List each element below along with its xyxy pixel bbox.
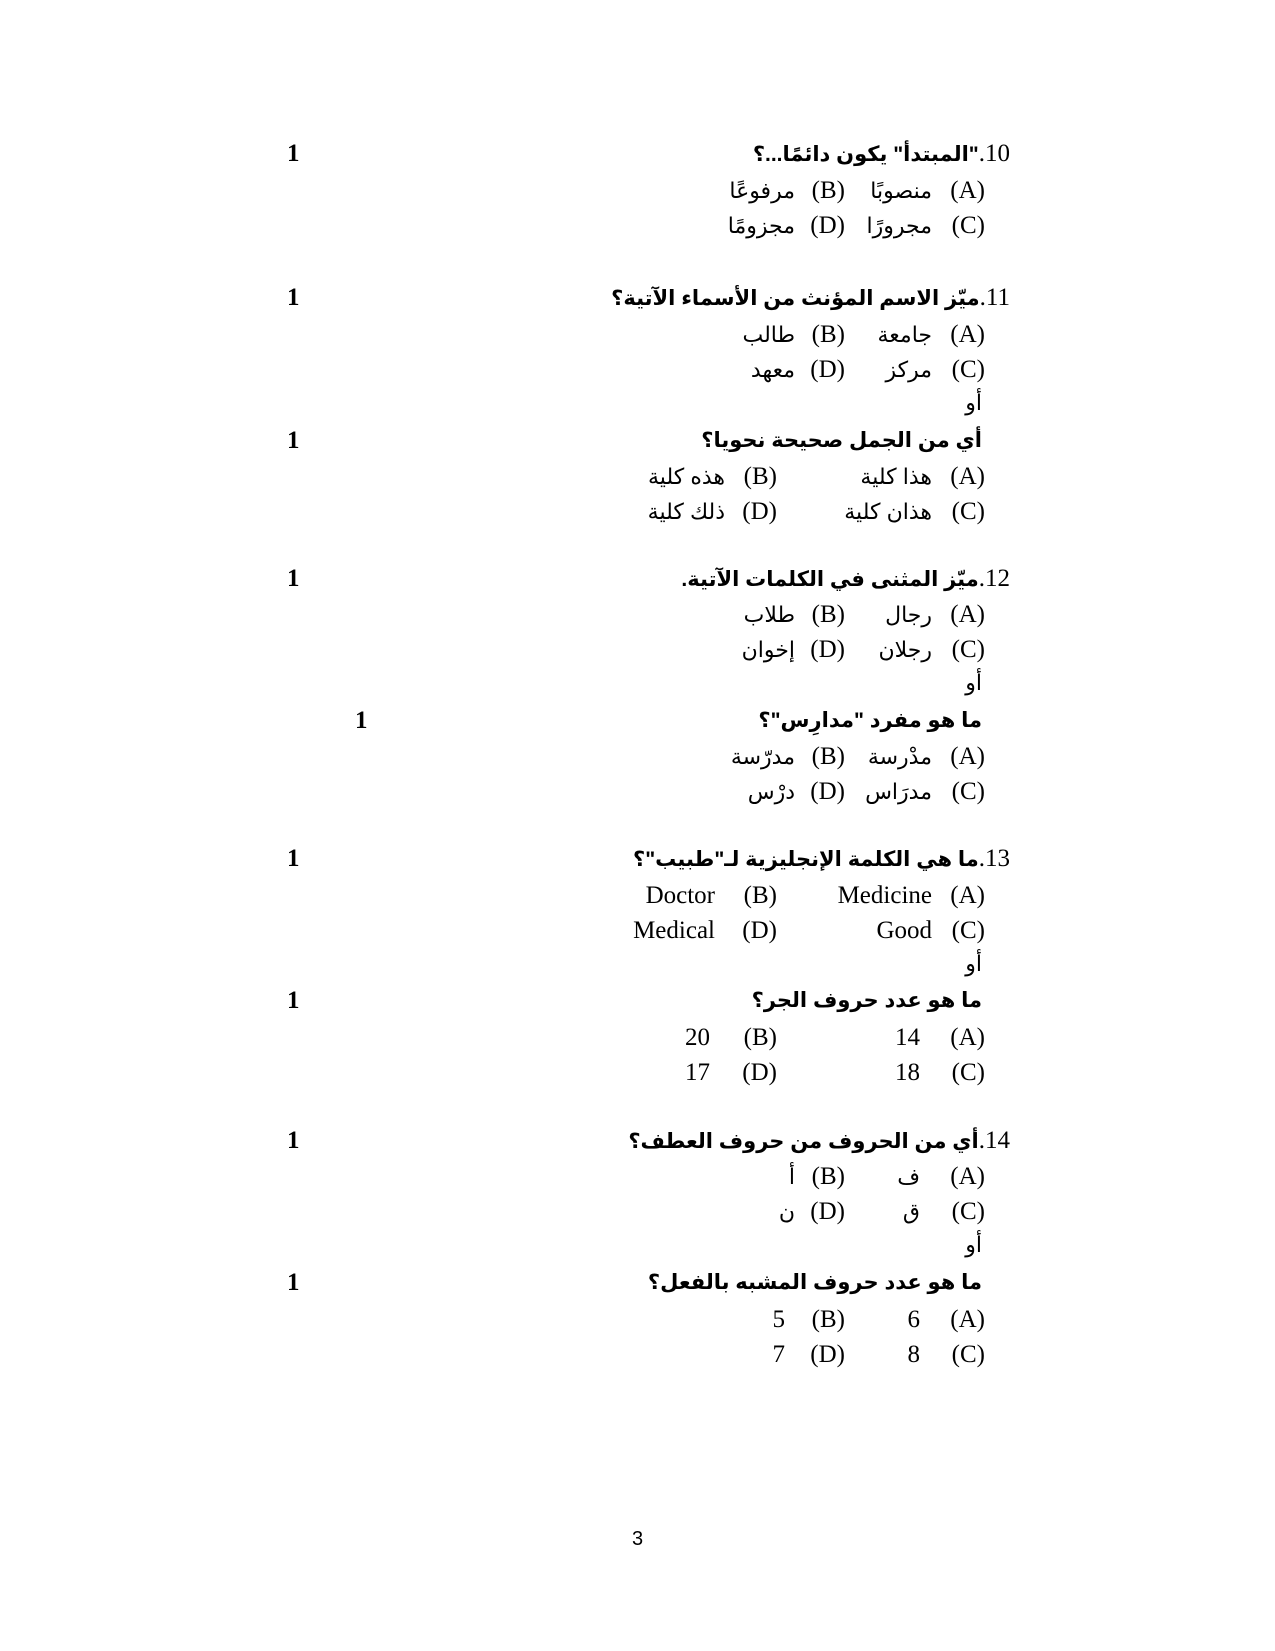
option-a-text: منصوبًا	[870, 178, 932, 203]
option-a-text: 14	[895, 1024, 920, 1051]
option-b: (B)	[811, 601, 845, 628]
option-a: (A)	[950, 321, 985, 348]
or-separator: أو	[965, 951, 982, 976]
question-12-alt: ما هو مفرد "مدارِس"؟	[758, 709, 982, 732]
option-d: (D)	[742, 917, 777, 944]
mark-q11: 1	[287, 284, 300, 311]
mark-q13-alt: 1	[287, 987, 300, 1014]
option-c: (C)	[951, 917, 985, 944]
option-d: (D)	[742, 498, 777, 525]
option-d: (D)	[742, 1059, 777, 1086]
or-separator: أو	[965, 1232, 982, 1257]
option-b: (B)	[811, 1163, 845, 1190]
option-c-text: رجلان	[878, 637, 932, 662]
question-text: ما هي الكلمة الإنجليزية لـ"طبيب"؟	[633, 848, 979, 871]
mark-q12: 1	[287, 565, 300, 592]
option-b: (B)	[811, 743, 845, 770]
option-d-text: ن	[778, 1199, 795, 1224]
option-a-text: ف	[897, 1164, 920, 1189]
option-a: (A)	[950, 463, 985, 490]
option-d: (D)	[810, 356, 845, 383]
option-c-text: هذان كلية	[844, 499, 932, 524]
option-d-text: درْس	[747, 779, 795, 804]
option-a: (A)	[950, 177, 985, 204]
option-c-text: مركز	[885, 357, 932, 382]
option-a: (A)	[950, 882, 985, 909]
option-a: (A)	[950, 1306, 985, 1333]
question-number: 11.	[979, 284, 1010, 311]
option-c: (C)	[951, 1341, 985, 1368]
question-text: أي من الحروف من حروف العطف؟	[628, 1130, 979, 1153]
option-a: (A)	[950, 1163, 985, 1190]
option-c-text: ق	[902, 1199, 920, 1224]
or-separator: أو	[965, 670, 982, 695]
option-a: (A)	[950, 601, 985, 628]
question-10	[753, 139, 1010, 170]
option-d-text: Medical	[633, 917, 715, 944]
option-c: (C)	[951, 636, 985, 663]
option-b-text: 20	[685, 1024, 710, 1051]
question-text: "المبتدأ" يكون دائمًا...؟	[752, 143, 979, 166]
option-d: (D)	[810, 636, 845, 663]
option-d: (D)	[810, 778, 845, 805]
question-14-alt: ما هو عدد حروف المشبه بالفعل؟	[647, 1271, 982, 1294]
option-b: (B)	[811, 177, 845, 204]
option-c: (C)	[951, 1198, 985, 1225]
option-a-text: 6	[907, 1306, 920, 1333]
mark-q14: 1	[287, 1127, 300, 1154]
option-a-text: مدْرسة	[867, 744, 932, 769]
option-c: (C)	[951, 1059, 985, 1086]
page-number: 3	[631, 1528, 644, 1550]
question-14	[628, 1126, 1010, 1157]
option-c-text: مدرَاس	[865, 779, 932, 804]
option-a: (A)	[950, 743, 985, 770]
or-separator: أو	[965, 390, 982, 415]
option-b-text: أ	[788, 1164, 795, 1189]
option-c-text: 8	[907, 1341, 920, 1368]
option-a-text: هذا كلية	[860, 464, 932, 489]
option-b-text: 5	[772, 1306, 785, 1333]
mark-q12-alt: 1	[355, 707, 368, 734]
option-c-text: 18	[895, 1059, 920, 1086]
option-c: (C)	[951, 778, 985, 805]
question-13	[633, 844, 1010, 875]
option-a-text: Medicine	[837, 882, 932, 909]
option-b-text: مرفوعًا	[729, 178, 795, 203]
option-b-text: طالب	[742, 322, 795, 347]
option-d-text: معهد	[750, 357, 795, 382]
option-c: (C)	[951, 498, 985, 525]
mark-q11-alt: 1	[287, 427, 300, 454]
question-12	[681, 564, 1010, 595]
option-d-text: ذلك كلية	[647, 499, 725, 524]
option-d-text: 17	[685, 1059, 710, 1086]
mark-q14-alt: 1	[287, 1269, 300, 1296]
question-text: ميّز المثنى في الكلمات الآتية.	[681, 568, 979, 591]
option-d-text: مجزومًا	[727, 213, 795, 238]
question-text: ميّز الاسم المؤنث من الأسماء الآتية؟	[611, 287, 980, 310]
option-a: (A)	[950, 1024, 985, 1051]
option-b-text: هذه كلية	[648, 464, 725, 489]
option-c-text: Good	[876, 917, 932, 944]
option-d: (D)	[810, 1341, 845, 1368]
question-number: 14.	[978, 1127, 1010, 1154]
option-d: (D)	[810, 1198, 845, 1225]
question-number: 13.	[978, 845, 1010, 872]
question-number: 12.	[978, 565, 1010, 592]
question-11-alt: أي من الجمل صحيحة نحويا؟	[701, 429, 982, 452]
mark-q13: 1	[287, 845, 300, 872]
option-c-text: مجرورًا	[866, 213, 932, 238]
option-d: (D)	[810, 212, 845, 239]
option-b-text: مدرّسة	[730, 744, 795, 769]
question-11	[611, 283, 1010, 314]
option-b: (B)	[743, 463, 777, 490]
option-b-text: طلاب	[743, 602, 795, 627]
option-a-text: رجال	[885, 602, 932, 627]
question-number: 10.	[978, 140, 1010, 167]
option-d-text: 7	[772, 1341, 785, 1368]
option-d-text: إخوان	[741, 637, 795, 662]
mark-q10: 1	[287, 140, 300, 167]
option-b: (B)	[811, 1306, 845, 1333]
option-b-text: Doctor	[645, 882, 715, 909]
option-b: (B)	[743, 882, 777, 909]
option-c: (C)	[951, 212, 985, 239]
option-a-text: جامعة	[877, 322, 932, 347]
option-c: (C)	[951, 356, 985, 383]
option-b: (B)	[743, 1024, 777, 1051]
question-13-alt: ما هو عدد حروف الجر؟	[751, 989, 982, 1012]
option-b: (B)	[811, 321, 845, 348]
